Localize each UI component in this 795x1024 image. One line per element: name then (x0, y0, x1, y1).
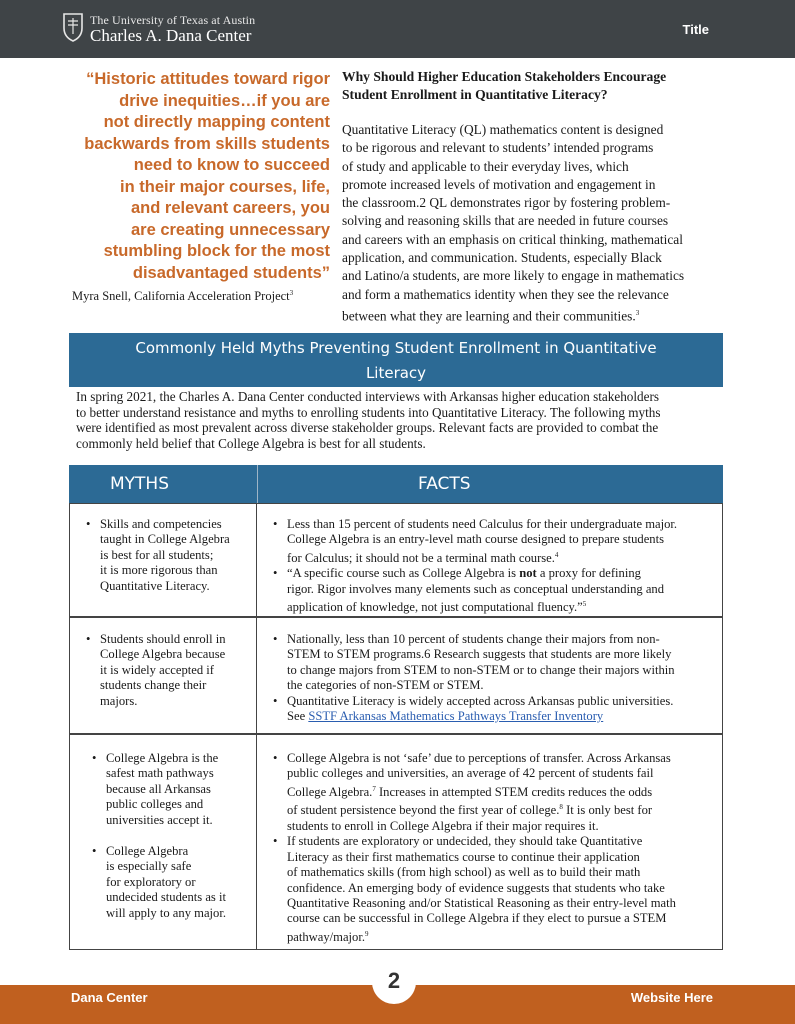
text-line: for exploratory or (106, 874, 196, 889)
table-row (69, 734, 723, 950)
text-line: • Nationally, less than 10 percent of students change their majors from non- (287, 632, 660, 646)
footer-org: Dana Center (71, 990, 148, 1005)
text-line: public colleges and (106, 797, 204, 812)
text-line: universities accept it. (106, 812, 213, 827)
paragraph-line (342, 304, 734, 326)
myths-banner (69, 333, 723, 387)
myth-list (106, 751, 254, 921)
paragraph-line: and form a mathematics identity when they see the relevance (342, 286, 669, 302)
myths-column-header: MYTHS (110, 474, 170, 494)
text-line: undecided students as it (106, 890, 226, 905)
text-line: confidence. An emerging body of evidence suggests that students who take (287, 880, 665, 895)
text-segment: “A specific course such as College Algebra is (287, 566, 520, 581)
text-line: is best for all students; (100, 547, 214, 562)
transfer-inventory-link[interactable]: SSTF Arkansas Mathematics Pathways Transfer Inventory (308, 709, 604, 724)
myth-item (106, 751, 254, 828)
text-line: the categories of non-STEM or STEM. (287, 678, 484, 693)
text-line: • If students are exploratory or undecided, they should take Quantitative (287, 834, 643, 849)
center-name: Charles A. Dana Center (90, 26, 252, 45)
myth-list (100, 517, 248, 594)
text-line: • Students should enroll in (100, 632, 226, 646)
footnote-ref: 4 (554, 550, 559, 559)
paragraph-line: application, and communication. Students, especially Black (342, 250, 662, 266)
text-line (287, 548, 715, 567)
text-segment: College Algebra. (287, 785, 373, 799)
text-line: • College Algebra is not ‘safe’ due to perceptions of transfer. Across Arkansas (287, 751, 671, 765)
text-line: is especially safe (106, 859, 192, 874)
header-title: Title (682, 22, 709, 37)
text-line (287, 800, 715, 819)
fact-list (287, 632, 715, 724)
text-line: course can be successful in College Algebra if they elect to pursue a STEM (287, 911, 667, 926)
text-line: College Algebra is an entry-level math course designed to prepare students (287, 532, 664, 547)
ut-shield-logo-icon (62, 12, 84, 42)
banner-line: Commonly Held Myths Preventing Student Enrollment in Quantitative (135, 339, 657, 357)
attribution-text: Myra Snell, California Acceleration Project (72, 289, 290, 304)
myth-item (100, 632, 248, 709)
text-line: students to enroll in College Algebra if their major requires it. (287, 819, 599, 833)
text-line: public colleges and universities, an average of 42 percent of students fail (287, 766, 654, 781)
fact-cell (257, 618, 723, 733)
myth-cell (70, 504, 257, 616)
text-segment: application of knowledge, not just computational fluency.” (287, 600, 583, 615)
text-line (287, 597, 715, 616)
page-number: 2 (387, 968, 401, 993)
text-line: • College Algebra (106, 844, 189, 859)
text-segment: pathway/major. (287, 930, 365, 945)
myth-item (106, 844, 254, 921)
intro-line: were identified as most prevalent across diverse stakeholder groups. Relevant facts are provided to combat the (76, 420, 659, 436)
heading-line: Student Enrollment in Quantitative Literacy? (342, 87, 608, 102)
paragraph-line: and Latino/a students, are more likely to engage in mathematics (342, 268, 685, 284)
heading-line: Why Should Higher Education Stakeholders Encourage (342, 69, 667, 84)
footnote-ref: 7 (372, 784, 376, 793)
text-line: taught in College Algebra (100, 532, 230, 547)
text-segment: for Calculus; it should not be a terminal math course. (287, 551, 555, 565)
text-segment: See (287, 709, 309, 724)
myth-cell (70, 735, 257, 949)
text-line: • College Algebra is the (106, 751, 219, 765)
paragraph-text: between what they are learning and their communities. (342, 308, 636, 324)
text-line: Quantitative Reasoning and/or Statistical Reasoning as their entry-level math (287, 896, 676, 911)
fact-item (287, 632, 715, 694)
footnote-ref: 3 (635, 308, 640, 317)
text-line: Literacy as their first mathematics course to continue their application (287, 849, 640, 864)
text-segment: Increases in attempted STEM credits reduces the odds (375, 785, 653, 799)
banner-line: Literacy (365, 364, 427, 382)
paragraph-line: solving and reasoning skills that are needed in future courses (342, 213, 669, 229)
table-row (69, 503, 723, 617)
fact-item (287, 517, 715, 566)
text-line (287, 709, 715, 724)
fact-item (287, 834, 715, 945)
paragraph-line: of study and applicable to their everyday lives, which (342, 158, 629, 174)
text-segment: of student persistence beyond the first year of college. (287, 803, 560, 818)
quote-line: in their major courses, life, (120, 177, 330, 196)
why-paragraph (342, 121, 734, 326)
fact-list (287, 751, 715, 945)
bold-text: not (519, 566, 537, 581)
table-header-divider (257, 465, 258, 503)
fact-item (287, 566, 715, 615)
fact-item (287, 694, 715, 725)
paragraph-line: promote increased levels of motivation and engagement in (342, 176, 656, 192)
paragraph-line: to be rigorous and relevant to students’ intended programs (342, 140, 654, 156)
text-line: • Skills and competencies (100, 517, 222, 531)
footnote-ref: 8 (559, 803, 563, 812)
myth-list (100, 632, 248, 709)
paragraph-line: and careers with an emphasis on critical thinking, mathematical (342, 231, 683, 247)
intro-line: to better understand resistance and myths to enrolling students into Quantitative Literacy. The following myths (76, 404, 661, 420)
myths-intro (76, 389, 722, 452)
footnote-ref: 3 (289, 289, 294, 297)
text-line: rigor. Rigor involves many elements such as conceptual understanding and (287, 581, 665, 596)
university-name: The University of Texas at Austin (90, 13, 256, 27)
text-segment: It is only best for (562, 803, 653, 818)
text-line: of mathematics skills (from high school) as well as to build their math (287, 865, 641, 880)
why-heading (342, 68, 732, 104)
myth-item (100, 517, 248, 594)
text-line: safest math pathways (106, 766, 214, 781)
quote-line: “Historic attitudes toward rigor (86, 70, 330, 88)
quote-line: stumbling block for the most (103, 242, 330, 260)
text-line: students change their (100, 678, 207, 693)
paragraph-line: the classroom.2 QL demonstrates rigor by fostering problem- (342, 195, 671, 211)
quote-line: are creating unnecessary (130, 220, 330, 239)
text-line (287, 782, 715, 801)
text-line (287, 927, 715, 946)
footnote-ref: 5 (582, 600, 587, 609)
quote-line: and relevant careers, you (130, 199, 330, 217)
text-line: it is more rigorous than (100, 563, 218, 578)
text-line: because all Arkansas (106, 781, 211, 796)
text-line: • Less than 15 percent of students need Calculus for their undergraduate major. (287, 517, 678, 531)
fact-item (287, 751, 715, 834)
text-line (287, 566, 715, 581)
text-line: majors. (100, 693, 138, 708)
fact-cell (257, 504, 723, 616)
fact-list (287, 517, 715, 616)
pull-quote (72, 69, 330, 284)
quote-line: not directly mapping content (103, 113, 330, 131)
quote-line: disadvantaged students” (132, 263, 330, 282)
quote-attribution (72, 289, 293, 304)
text-line: STEM to STEM programs.6 Research suggests that students are more likely (287, 647, 672, 662)
intro-line: In spring 2021, the Charles A. Dana Center conducted interviews with Arkansas higher education stakeholders (76, 389, 660, 404)
quote-line: need to know to succeed (133, 156, 330, 174)
facts-column-header: FACTS (418, 474, 471, 494)
fact-cell (257, 735, 723, 949)
text-line: to change majors from STEM to non-STEM or to change their majors within (287, 662, 675, 677)
text-line: will apply to any major. (106, 905, 226, 920)
text-line: College Algebra because (100, 647, 226, 662)
text-segment: a proxy for defining (536, 566, 641, 581)
myth-cell (70, 618, 257, 733)
text-line: • Quantitative Literacy is widely accepted across Arkansas public universities. (287, 693, 674, 708)
footer-website[interactable]: Website Here (630, 990, 713, 1005)
paragraph-line: Quantitative Literacy (QL) mathematics content is designed (342, 122, 664, 137)
intro-line: commonly held belief that College Algebra is best for all students. (76, 436, 426, 452)
quote-line: backwards from skills students (84, 134, 330, 153)
footnote-ref: 9 (365, 929, 369, 938)
text-line: Quantitative Literacy. (100, 578, 210, 593)
quote-line: drive inequities…if you are (119, 91, 330, 110)
text-line: it is widely accepted if (100, 662, 215, 677)
table-row (69, 617, 723, 734)
